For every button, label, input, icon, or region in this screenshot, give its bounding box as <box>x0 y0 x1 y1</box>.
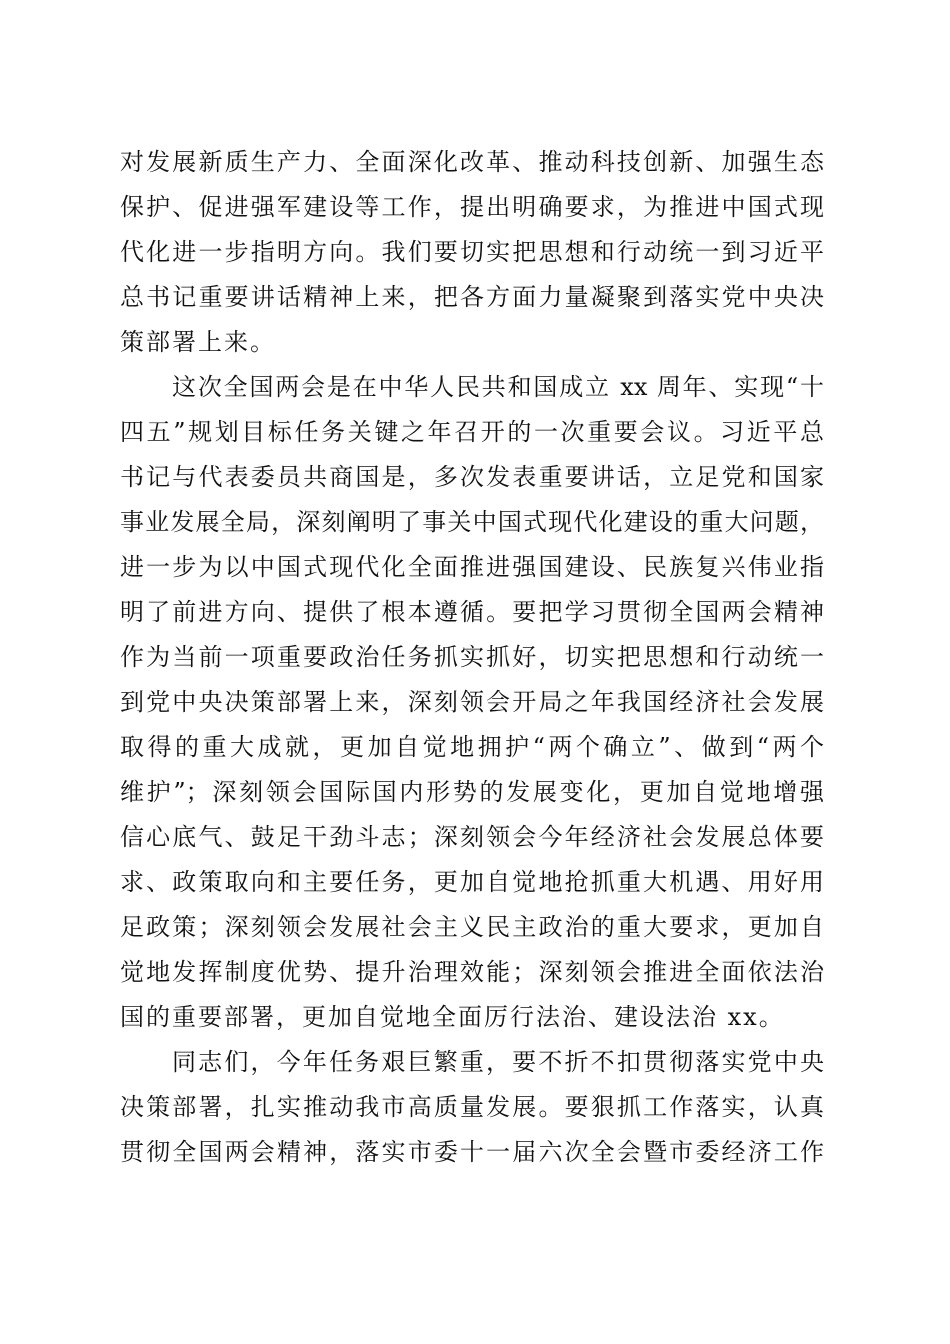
text-line: 决策部署，扎实推动我市高质量发展。要狠抓工作落实，认真 <box>120 1093 824 1121</box>
text-line: 足政策；深刻领会发展社会主义民主政治的重大要求，更加自 <box>120 913 824 941</box>
text-line: 明了前进方向、提供了根本遵循。要把学习贯彻全国两会精神 <box>120 598 824 626</box>
text-line: 事业发展全局，深刻阐明了事关中国式现代化建设的重大问题， <box>120 508 824 536</box>
text-line: 这次全国两会是在中华人民共和国成立 xx 周年、实现“十 <box>172 373 824 401</box>
text-line: 同志们，今年任务艰巨繁重，要不折不扣贯彻落实党中央 <box>172 1048 824 1076</box>
text-line: 取得的重大成就，更加自觉地拥护“两个确立”、做到“两个 <box>120 733 824 761</box>
document-page <box>120 140 824 1175</box>
text-line: 总书记重要讲话精神上来，把各方面力量凝聚到落实党中央决 <box>120 283 824 311</box>
text-line: 贯彻全国两会精神，落实市委十一届六次全会暨市委经济工作 <box>120 1138 824 1166</box>
paragraph <box>120 365 824 1040</box>
text-line: 四五”规划目标任务关键之年召开的一次重要会议。习近平总 <box>120 418 824 446</box>
text-line: 保护、促进强军建设等工作，提出明确要求，为推进中国式现 <box>120 193 824 221</box>
text-line: 对发展新质生产力、全面深化改革、推动科技创新、加强生态 <box>120 148 824 176</box>
text-line: 策部署上来。 <box>120 328 276 356</box>
text-line: 求、政策取向和主要任务，更加自觉地抢抓重大机遇、用好用 <box>120 868 824 896</box>
paragraph <box>120 140 824 365</box>
paragraph <box>120 1040 824 1175</box>
text-line: 信心底气、鼓足干劲斗志；深刻领会今年经济社会发展总体要 <box>120 823 824 851</box>
text-line: 书记与代表委员共商国是，多次发表重要讲话，立足党和国家 <box>120 463 824 491</box>
text-line: 代化进一步指明方向。我们要切实把思想和行动统一到习近平 <box>120 238 824 266</box>
text-line: 觉地发挥制度优势、提升治理效能；深刻领会推进全面依法治 <box>120 958 824 986</box>
text-line: 国的重要部署，更加自觉地全面厉行法治、建设法治 xx。 <box>120 1003 785 1031</box>
text-line: 维护”；深刻领会国际国内形势的发展变化，更加自觉地增强 <box>120 778 824 806</box>
text-line: 到党中央决策部署上来，深刻领会开局之年我国经济社会发展 <box>120 688 824 716</box>
text-line: 作为当前一项重要政治任务抓实抓好，切实把思想和行动统一 <box>120 643 824 671</box>
text-line: 进一步为以中国式现代化全面推进强国建设、民族复兴伟业指 <box>120 553 824 581</box>
